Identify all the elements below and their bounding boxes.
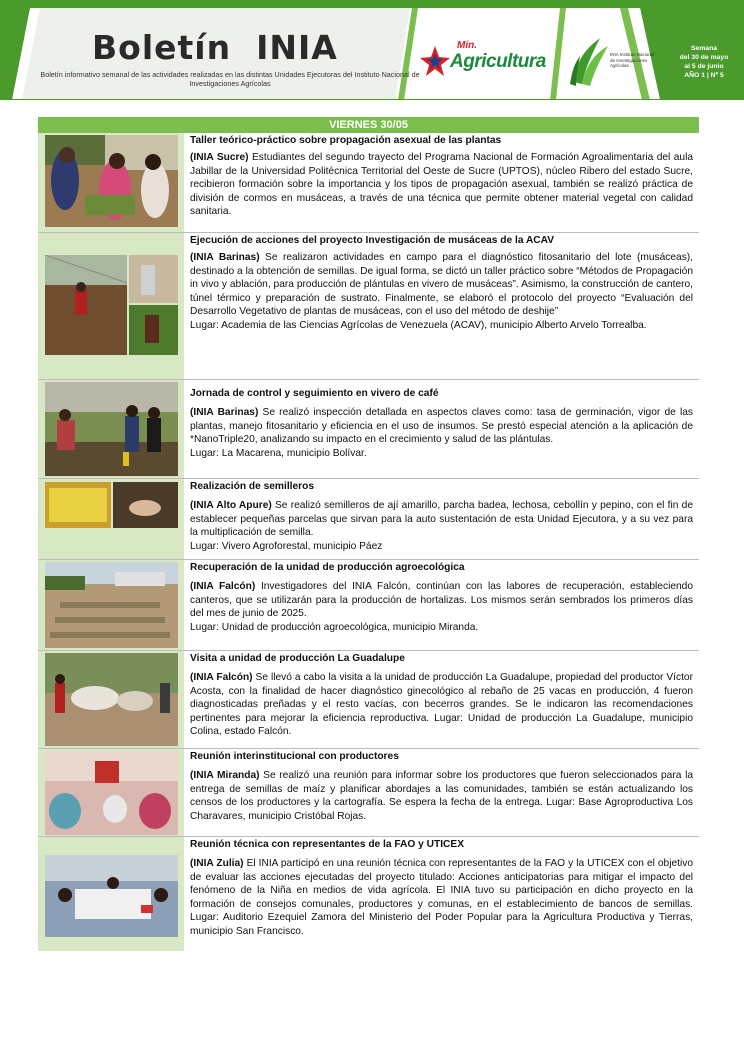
activity-body xyxy=(190,769,693,823)
activity-body xyxy=(190,151,693,219)
photo-coffee-nursery xyxy=(45,382,178,476)
bulletin-subtitle: Boletín informativo semanal de las actividades realizadas en las distintas Unidades Ejecutoras del Instituto Nacional de Investigaciones Agrícolas xyxy=(40,70,420,88)
activity-place: Lugar: Vivero Agroforestal, municipio Páez xyxy=(190,540,383,552)
photo-cell xyxy=(38,380,184,478)
unit-label: (INIA Falcón) xyxy=(190,672,253,683)
photo-students xyxy=(45,135,178,227)
activity-text xyxy=(190,380,693,460)
star-icon xyxy=(420,44,450,80)
photo-seedbeds xyxy=(45,482,178,528)
unit-label: (INIA Zulia) xyxy=(190,858,244,869)
activity-body xyxy=(190,251,693,319)
ministry-logo xyxy=(420,38,555,82)
activity-description: Se realizó inspección detallada en aspectos claves como: tasa de germinación, vigor de las plantas, manejo fitosanitario y eficiencia en el uso de insumos. Se prestó especial atención a la aplicación de *NanoTriple20, analizando su impacto en el crecimiento y salud de las plántulas. xyxy=(190,407,693,446)
day-header: VIERNES 30/05 xyxy=(38,117,699,133)
photo-cell xyxy=(38,233,184,379)
activity-place: Lugar: La Macarena, municipio Bolívar. xyxy=(190,447,367,459)
ministry-logo-min: Min. xyxy=(457,40,477,51)
activity-body xyxy=(190,580,693,621)
photo-cell xyxy=(38,651,184,748)
activity-description: El INIA participó en una reunión técnica con representantes de la FAO y la UTICEX con el objetivo de evaluar las acciones ejecutadas del proyecto titulado: Acciones anticipatorias para mitigar el impacto del fenómeno de la Niña en medios de vida agrícola. El INIA tuvo su participación en dicho proyecto en la formación de consejos comunales, productores y comunas, en el establecimiento de bancos de semillas. Lugar: Auditorio Ezequiel Zamora del Ministerio del Poder Popular para la Agricultura Productiva y Tierras, municipio San Francisco. xyxy=(190,858,693,937)
activity-row xyxy=(38,233,699,380)
photo-cell xyxy=(38,837,184,951)
activity-description: Se realizó semilleros de ají amarillo, parcha badea, lechosa, cebollín y pepino, con el fin de establecer pequeñas parcelas que sirvan para la auto sustentación de esta Unidad Ejecutora, y a su vez para la multiplicación de semilla. xyxy=(190,500,694,539)
unit-label: (INIA Alto Apure) xyxy=(190,500,272,511)
activity-row xyxy=(38,651,699,749)
leaf-icon xyxy=(570,32,610,88)
activity-title: Taller teórico-práctico sobre propagación asexual de las plantas xyxy=(190,135,502,146)
activity-description: Investigadores del INIA Falcón, continúan con las labores de recuperación, estableciendo canteros, que se utilizarán para la producción de hortalizas. Los mismos serán sembrados los primeros días del mes de junio de 2025. xyxy=(190,581,693,620)
activity-place: Lugar: Academia de las Ciencias Agrícolas de Venezuela (ACAV), municipio Alberto Arvelo Torrealba. xyxy=(190,319,647,331)
unit-label: (INIA Barinas) xyxy=(190,252,260,263)
activity-body xyxy=(190,406,693,447)
activity-body xyxy=(190,671,693,739)
photo-cell xyxy=(38,560,184,650)
photo-cell xyxy=(38,479,184,559)
activity-text xyxy=(190,233,693,333)
activity-text xyxy=(190,651,693,739)
photo-production-unit xyxy=(45,562,178,648)
bulletin-title: Boletín INIA xyxy=(92,28,338,67)
activity-row xyxy=(38,479,699,560)
activity-description: Se realizaron actividades en campo para el diagnóstico fitosanitario del lote (musáceas), destinado a la obtención de semillas. De igual forma, se dictó un taller práctico sobre “Métodos de Propagación in vivo y ablación, para producción de plántulas en vivero de musáceas”. Asimismo, la construcción de cantero, túnel térmico y preparación de sustrato. Finalmente, se elaboró el protocolo del proyecto “Evaluación del Desarrollo Vegetativo de plantas de musáceas, con el uso del método de deshije” xyxy=(190,252,694,318)
inia-logo-text: INIA Instituto Nacional de Investigaciones Agrícolas xyxy=(610,52,655,68)
photo-cattle xyxy=(45,653,178,746)
activity-title: Recuperación de la unidad de producción agroecológica xyxy=(190,562,465,573)
week-from: del 30 de mayo xyxy=(679,54,729,61)
unit-label: (INIA Barinas) xyxy=(190,407,259,418)
week-to: al 5 de junio xyxy=(684,63,724,70)
unit-label: (INIA Sucre) xyxy=(190,152,249,163)
activity-text xyxy=(190,837,693,939)
photo-meeting xyxy=(45,751,178,835)
activity-body xyxy=(190,857,693,939)
ministry-logo-agricultura: Agricultura xyxy=(450,51,546,72)
activity-title: Jornada de control y seguimiento en vivero de café xyxy=(190,388,439,399)
week-info xyxy=(664,44,744,80)
activity-text xyxy=(190,560,693,634)
activity-text xyxy=(190,133,693,219)
activity-place: Lugar: Unidad de producción agroecológica, municipio Miranda. xyxy=(190,621,479,633)
activity-title: Ejecución de acciones del proyecto Investigación de musáceas de la ACAV xyxy=(190,235,555,246)
photo-fao-meeting xyxy=(45,855,178,937)
activity-description: Estudiantes del segundo trayecto del Programa Nacional de Formación Agroalimentaria del aula Jabillar de la Universidad Politécnica Territorial del Oeste de Sucre (UPTOS), núcleo Ribero del estado Sucre, recibieron formación sobre la importancia y los tipos de propagación asexual, también se realizó práctica de división de cormos en musáceas, a través de una técnica que permite obtener material vegetal con calidad sanitaria. xyxy=(190,152,693,218)
activity-body xyxy=(190,499,693,540)
inia-logo xyxy=(570,32,655,90)
activity-title: Reunión interinstitucional con productores xyxy=(190,751,399,762)
bulletin-header xyxy=(0,0,744,100)
unit-label: (INIA Falcón) xyxy=(190,581,256,592)
photo-cell xyxy=(38,133,184,232)
week-label: Semana xyxy=(690,45,718,52)
activity-description: Se realizó una reunión para informar sobre los productores que fueron seleccionados para la entrega de semillas de maíz y planificar abordajes a las comunidades, también se están actualizando los censos de los productores y la cartografía. Se espera la fecha de la entrega. Lugar: Base Agroproductiva Los Charavares, municipio Cristóbal Rojas. xyxy=(190,770,693,822)
unit-label: (INIA Miranda) xyxy=(190,770,260,781)
activity-text xyxy=(190,749,693,823)
activity-row xyxy=(38,560,699,651)
photo-cell xyxy=(38,749,184,836)
activity-row xyxy=(38,133,699,233)
activity-row xyxy=(38,837,699,951)
activity-row xyxy=(38,380,699,479)
activity-text xyxy=(190,479,693,553)
activity-title: Visita a unidad de producción La Guadalupe xyxy=(190,653,405,664)
activity-description: Se llevó a cabo la visita a la unidad de producción La Guadalupe, propiedad del productor Víctor Acosta, con la finalidad de hacer diagnóstico ginecológico al rebaño de 25 vacas en producción, 4 fueron diagnosticadas preñadas y el resto vacías, con becerros grandes. Se le indicaron las recomendaciones pertinentes para mejorar la eficiencia reproductiva. Lugar: Unidad de producción La Guadalupe, municipio Colina, estado Falcón. xyxy=(190,672,693,738)
activity-title: Reunión técnica con representantes de la FAO y UTICEX xyxy=(190,839,465,850)
activity-title: Realización de semilleros xyxy=(190,481,315,492)
activity-row xyxy=(38,749,699,837)
issue-number: AÑO 1 | Nº 5 xyxy=(684,72,724,79)
photo-collage-musaceas xyxy=(45,255,178,355)
